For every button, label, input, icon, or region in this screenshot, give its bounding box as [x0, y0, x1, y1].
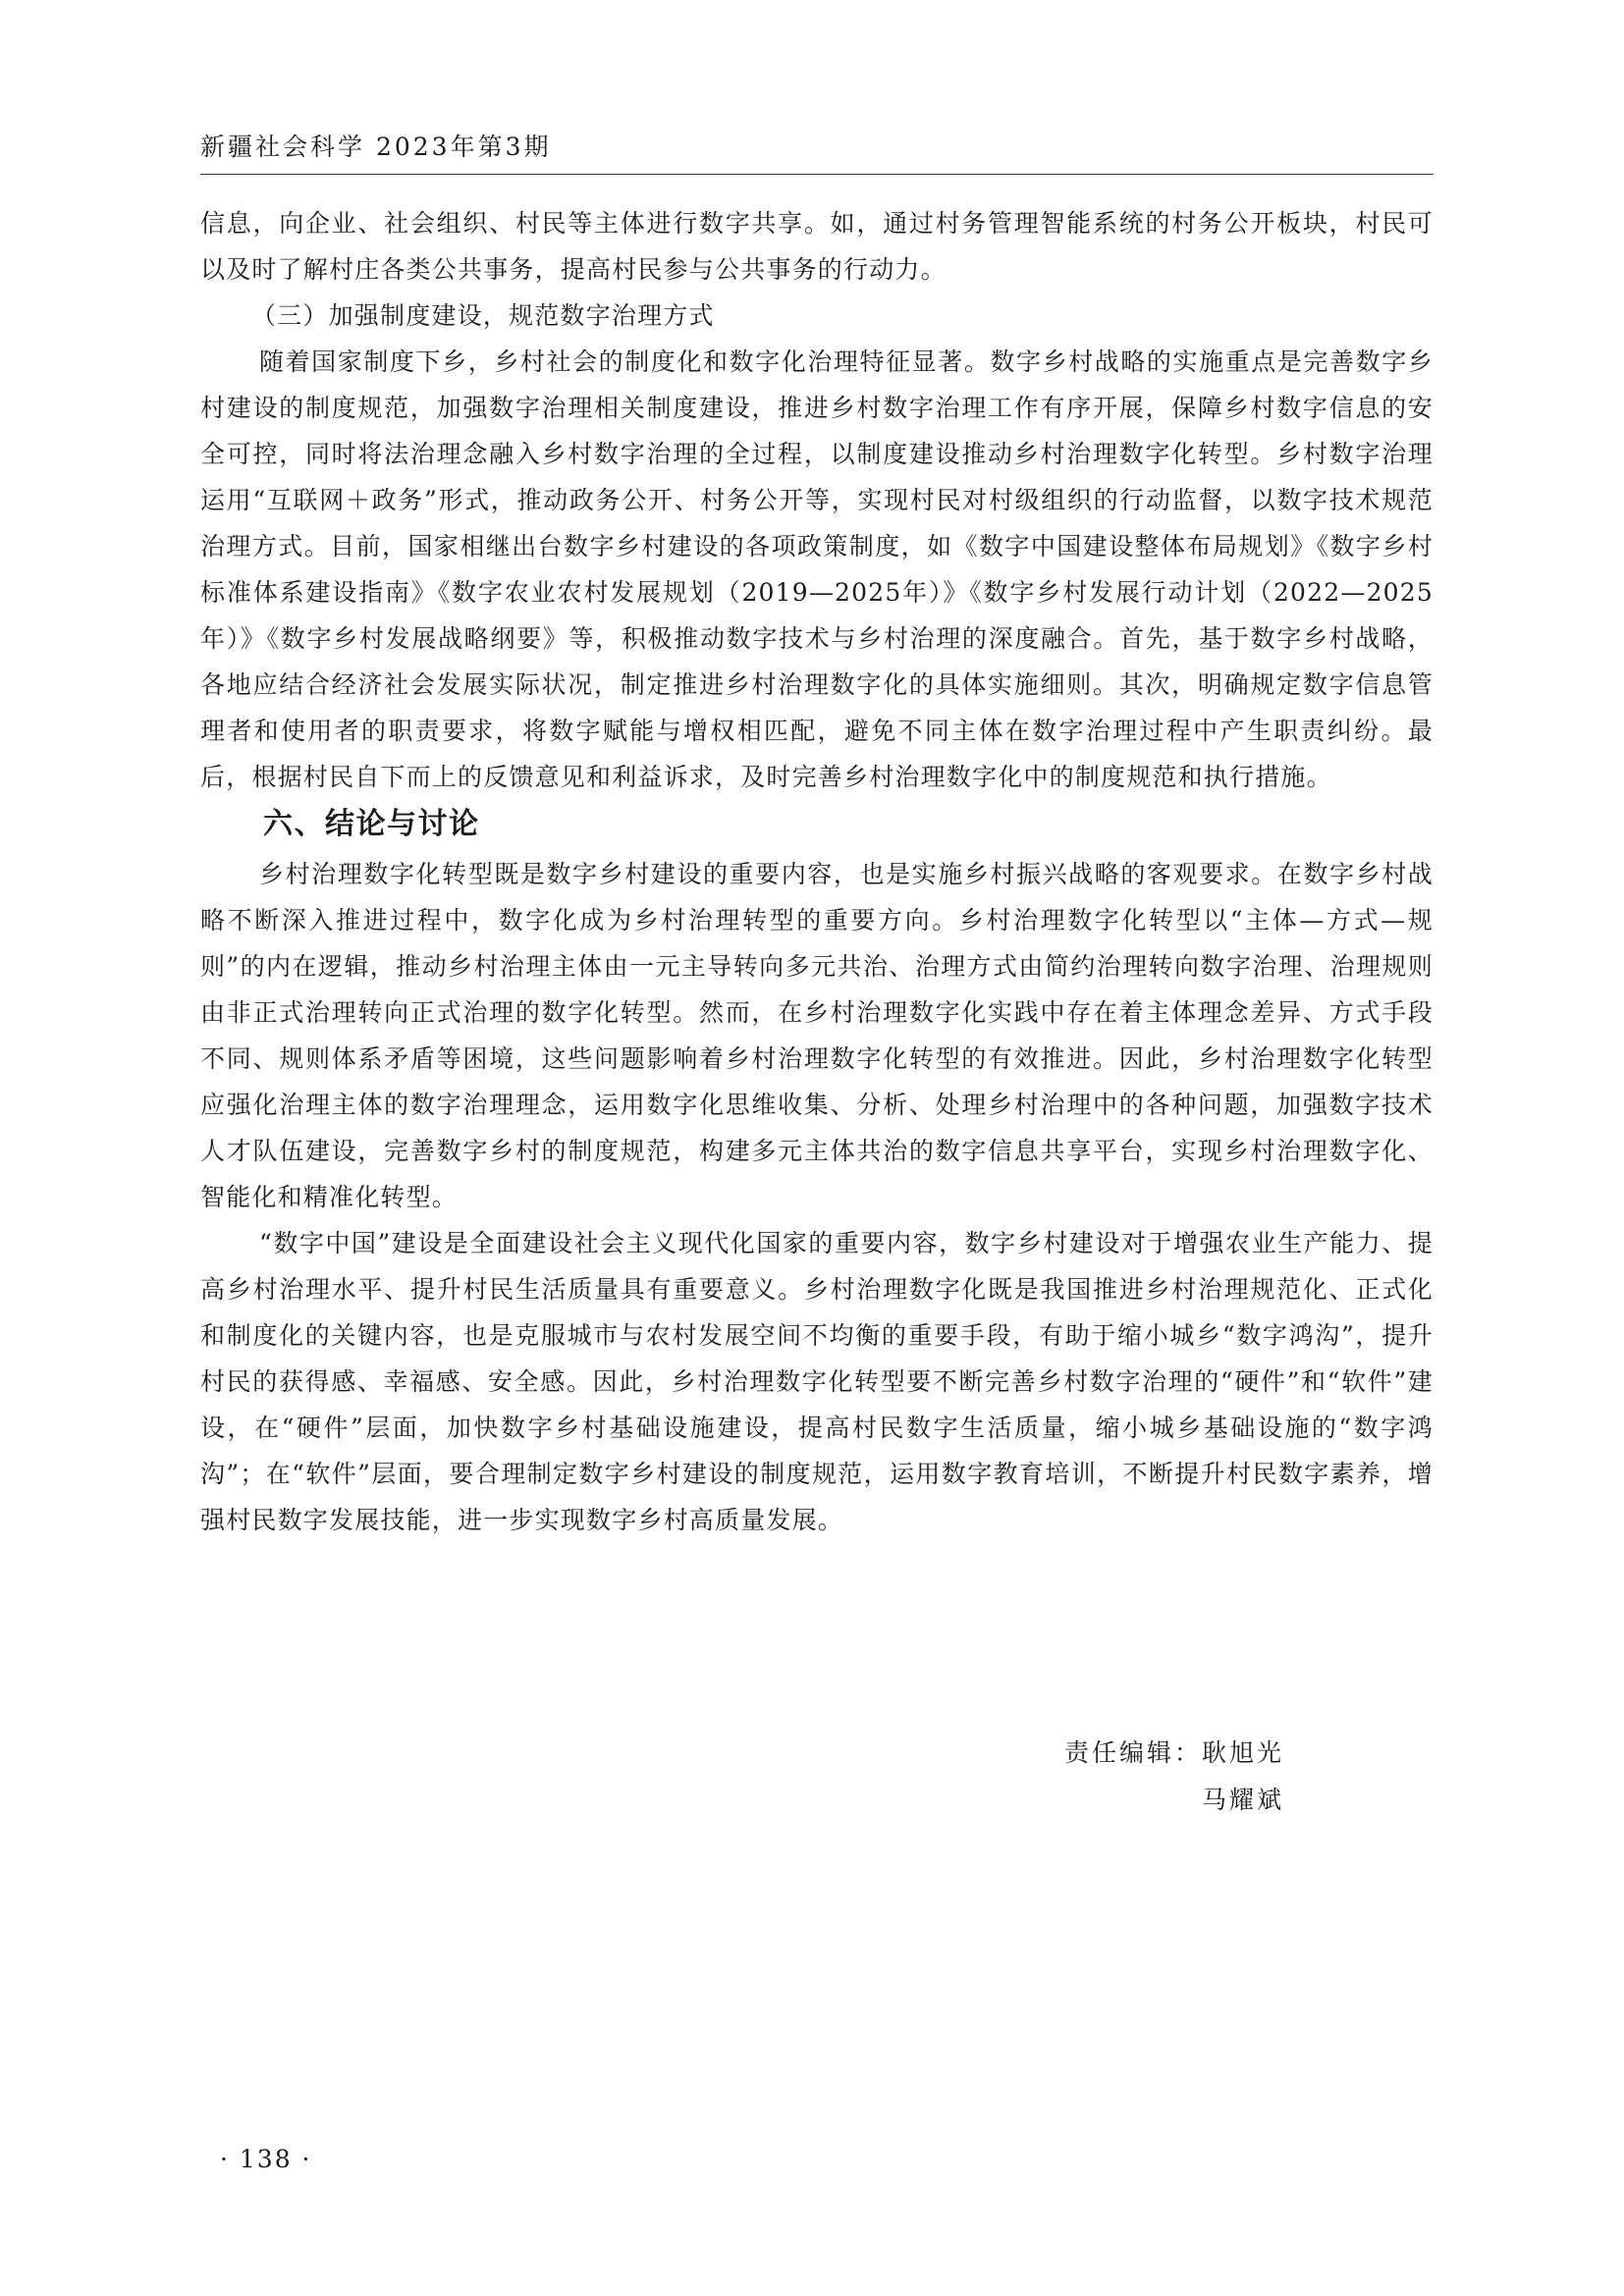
paragraph-conclusion-1: 乡村治理数字化转型既是数字乡村建设的重要内容，也是实施乡村振兴战略的客观要求。在数字乡村战略不断深入推进过程中，数字化成为乡村治理转型的重要方向。乡村治理数字化转型以“主体—方式—规则”的内在逻辑，推动乡村治理主体由一元主导转向多元共治、治理方式由简约治理转向数字治理、治理规则由非正式治理转向正式治理的数字化转型。然而，在乡村治理数字化实践中存在着主体理念差异、方式手段不同、规则体系矛盾等困境，这些问题影响着乡村治理数字化转型的有效推进。因此，乡村治理数字化转型应强化治理主体的数字治理理念，运用数字化思维收集、分析、处理乡村治理中的各种问题，加强数字技术人才队伍建设，完善数字乡村的制度规范，构建多元主体共治的数字信息共享平台，实现乡村治理数字化、智能化和精准化转型。 — [200, 860, 1434, 1211]
page — [200, 0, 1434, 2296]
section-heading: 六、结论与讨论 — [263, 807, 480, 841]
paragraph-continued: 信息，向企业、社会组织、村民等主体进行数字共享。如，通过村务管理智能系统的村务公开板块，村民可以及时了解村庄各类公共事务，提高村民参与公共事务的行动力。 — [200, 209, 1434, 284]
responsible-editors — [1064, 1730, 1284, 1824]
editor-line-2: 马耀斌 — [1201, 1786, 1284, 1814]
running-header: 新疆社会科学 2023年第3期 — [200, 133, 552, 161]
paragraph-institution-building: 随着国家制度下乡，乡村社会的制度化和数字化治理特征显著。数字乡村战略的实施重点是完善数字乡村建设的制度规范，加强数字治理相关制度建设，推进乡村数字治理工作有序开展，保障乡村数字信息的安全可控，同时将法治理念融入乡村数字治理的全过程，以制度建设推动乡村治理数字化转型。乡村数字治理运用“互联网＋政务”形式，推动政务公开、村务公开等，实现村民对村级组织的行动监督，以数字技术规范治理方式。目前，国家相继出台数字乡村建设的各项政策制度，如《数字中国建设整体布局规划》《数字乡村标准体系建设指南》《数字农业农村发展规划（2019—2025年）》《数字乡村发展行动计划（2022—2025年）》《数字乡村发展战略纲要》等，积极推动数字技术与乡村治理的深度融合。首先，基于数字乡村战略，各地应结合经济社会发展实际状况，制定推进乡村治理数字化的具体实施细则。其次，明确规定数字信息管理者和使用者的职责要求，将数字赋能与增权相匹配，避免不同主体在数字治理过程中产生职责纠纷。最后，根据村民自下而上的反馈意见和利益诉求，及时完善乡村治理数字化中的制度规范和执行措施。 — [200, 347, 1434, 791]
paragraph-conclusion-2: “数字中国”建设是全面建设社会主义现代化国家的重要内容，数字乡村建设对于增强农业生产能力、提高乡村治理水平、提升村民生活质量具有重要意义。乡村治理数字化既是我国推进乡村治理规范化、正式化和制度化的关键内容，也是克服城市与农村发展空间不均衡的重要手段，有助于缩小城乡“数字鸿沟”，提升村民的获得感、幸福感、安全感。因此，乡村治理数字化转型要不断完善乡村数字治理的“硬件”和“软件”建设，在“硬件”层面，加快数字乡村基础设施建设，提高村民数字生活质量，缩小城乡基础设施的“数字鸿沟”；在“软件”层面，要合理制定数字乡村建设的制度规范，运用数字教育培训，不断提升村民数字素养，增强村民数字发展技能，进一步实现数字乡村高质量发展。 — [200, 1229, 1434, 1534]
subsection-heading: （三）加强制度建设，规范数字治理方式 — [251, 301, 715, 330]
header-rule — [200, 174, 1434, 175]
page-number: · 138 · — [220, 2145, 312, 2173]
editor-line-1: 责任编辑：耿旭光 — [1063, 1738, 1284, 1767]
article-body — [200, 200, 1434, 1543]
